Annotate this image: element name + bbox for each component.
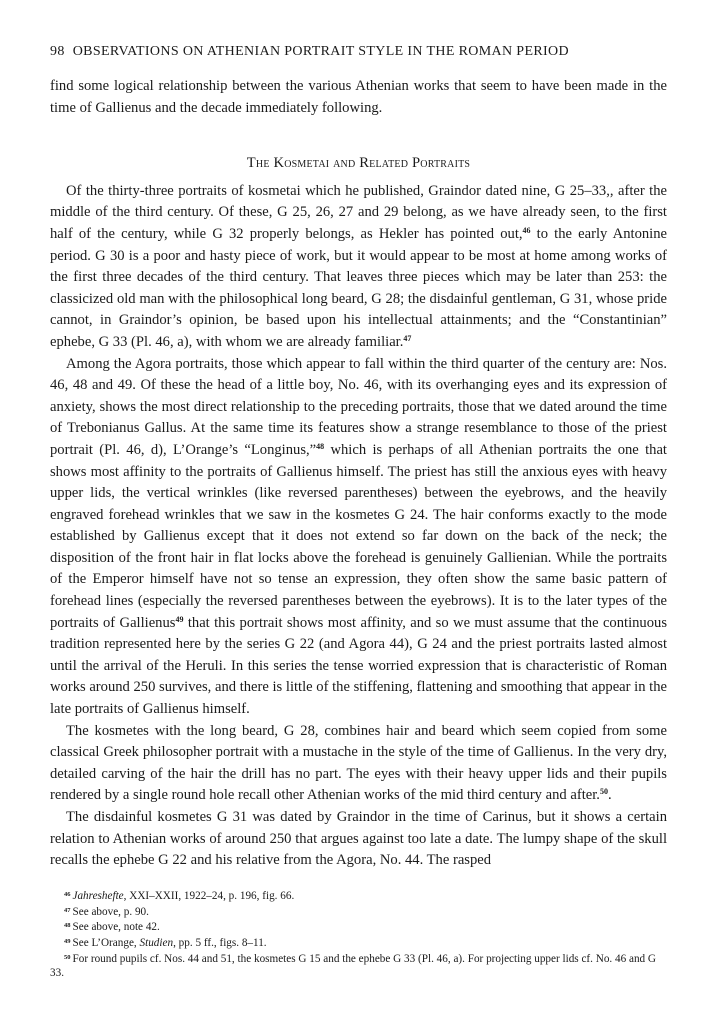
body-paragraph <box>50 807 667 872</box>
section-title: The Kosmetai and Related Portraits <box>246 155 471 172</box>
paragraph-text: to the early Antonine period. G 30 is a poor and hasty piece of work, but it would appear to be most at home among works of the first three decades of the third century. That leaves three pieces which may be later than 253: the classicized old man with the philosophical long beard, G 28; the disdainful gentleman, G 31, whose pride cannot, in Graindor’s opinion, be based upon his intellectual attainments; and the “Constantinian” ephebe, G 33 (Pl. 46, a), with whom we are already familiar. <box>50 225 667 350</box>
footnote <box>50 935 667 951</box>
footnote-text: , pp. 5 ff., figs. 8–11. <box>173 937 267 950</box>
footnote <box>50 919 667 935</box>
footnote-text: Studien <box>139 937 174 950</box>
paragraph-text: Among the Agora portraits, those which appear to fall within the third quarter of the century are: Nos. 46, 48 and 49. Of these the head of a little boy, No. 46, with its overhanging eyes and its expression of anxiety, shows the most direct relationship to the preceding portraits, those that we dated around the time of Trebonianus Gallus. At the same time its features show a strange resemblance to those of the priest portrait (Pl. 46, d), L’Orange’s “Longinus,” <box>50 355 667 458</box>
footnote-text: Jahreshefte <box>72 889 124 902</box>
footnote-mark: 48 <box>64 922 71 930</box>
footnotes <box>50 888 667 981</box>
running-head <box>50 42 667 62</box>
footnote-text: See L’Orange, <box>72 937 140 950</box>
footnote-ref: 47 <box>403 333 412 343</box>
footnote-mark: 47 <box>64 906 71 914</box>
footnote-text: For round pupils cf. Nos. 44 and 51, the kosmetes G 15 and the ephebe G 33 (Pl. 46, a). For projecting upper lids cf. No. 46 and G 33. <box>50 952 657 979</box>
footnote-text: , XXI–XXII, 1922–24, p. 196, fig. 66. <box>123 889 295 902</box>
body-paragraph <box>50 181 667 354</box>
body-text <box>50 181 667 872</box>
footnote-ref: 49 <box>175 614 184 624</box>
body-paragraph <box>50 721 667 807</box>
page-number: 98 <box>50 44 65 59</box>
footnote-ref: 46 <box>522 225 531 235</box>
body-paragraph <box>50 354 667 721</box>
paragraph-text: Of the thirty-three portraits of kosmetai which he published, Graindor dated nine, G 25–33,, after the middle of the third century. Of these, G 25, 26, 27 and 29 belong, as we have already seen, to the first half of the century, while G 32 properly belongs, as Hekler has pointed out, <box>50 182 667 242</box>
footnote <box>50 888 667 904</box>
running-title: OBSERVATIONS ON ATHENIAN PORTRAIT STYLE IN THE ROMAN PERIOD <box>72 44 569 59</box>
paragraph-text: The disdainful kosmetes G 31 was dated by Graindor in the time of Carinus, but it shows a certain relation to Athenian works of around 250 that argues against too late a date. The lumpy shape of the skull recalls the ephebe G 22 and his relative from the Agora, No. 44. The rasped <box>50 809 667 869</box>
footnote-mark: 50 <box>64 953 71 961</box>
footnote-mark: 46 <box>64 890 71 898</box>
footnote-text: See above, note 42. <box>72 921 160 934</box>
footnote-text: See above, p. 90. <box>72 905 149 918</box>
footnote <box>50 951 667 981</box>
paragraph-text: . <box>607 787 612 804</box>
footnote-ref: 48 <box>316 441 325 451</box>
footnote <box>50 904 667 920</box>
paragraph-text: which is perhaps of all Athenian portraits the one that shows most affinity to the portraits of Gallienus himself. The priest has still the anxious eyes with heavy upper lids, the vertical wrinkles (like reversed parentheses) between the eyebrows, and the heavily engraved forehead wrinkles that we saw in the kosmetes G 24. The hair conforms exactly to the mode established by Gallienus except that it does not extend so far down on the back of the neck; the disposition of the front hair in flat locks above the forehead is genuinely Gallienian. While the portraits of the Emperor himself have not so tense an expression, they often show the same basic pattern of forehead lines (especially the reversed parentheses between the eyebrows). It is to the later types of the portraits of Gallienus <box>50 441 667 631</box>
footnote-ref: 50 <box>599 787 608 797</box>
paragraph-text: that this portrait shows most affinity, and so we must assume that the continuous tradition represented here by the series G 22 (and Agora 44), G 24 and the priest portraits lasted almost until the arrival of the Heruli. In this series the tense worried expression that is characteristic of Roman works around 250 survives, and there is little of the stiffening, flattening and smoothing that appear in the late portraits of Gallienus himself. <box>50 614 667 718</box>
paragraph-text: The kosmetes with the long beard, G 28, combines hair and beard which seem copied from some classical Greek philosopher portrait with a mustache in the style of the time of Gallienus. In the very dry, detailed carving of the hair the drill has no part. The eyes with their heavy upper lids and their pupils rendered by a single round hole recall other Athenian works of the mid third century and after. <box>50 722 667 804</box>
intro-paragraph: find some logical relationship between the various Athenian works that seem to have been made in the time of Gallienus and the decade immediately following. <box>50 78 667 116</box>
page <box>50 42 667 981</box>
footnote-mark: 49 <box>64 938 71 946</box>
